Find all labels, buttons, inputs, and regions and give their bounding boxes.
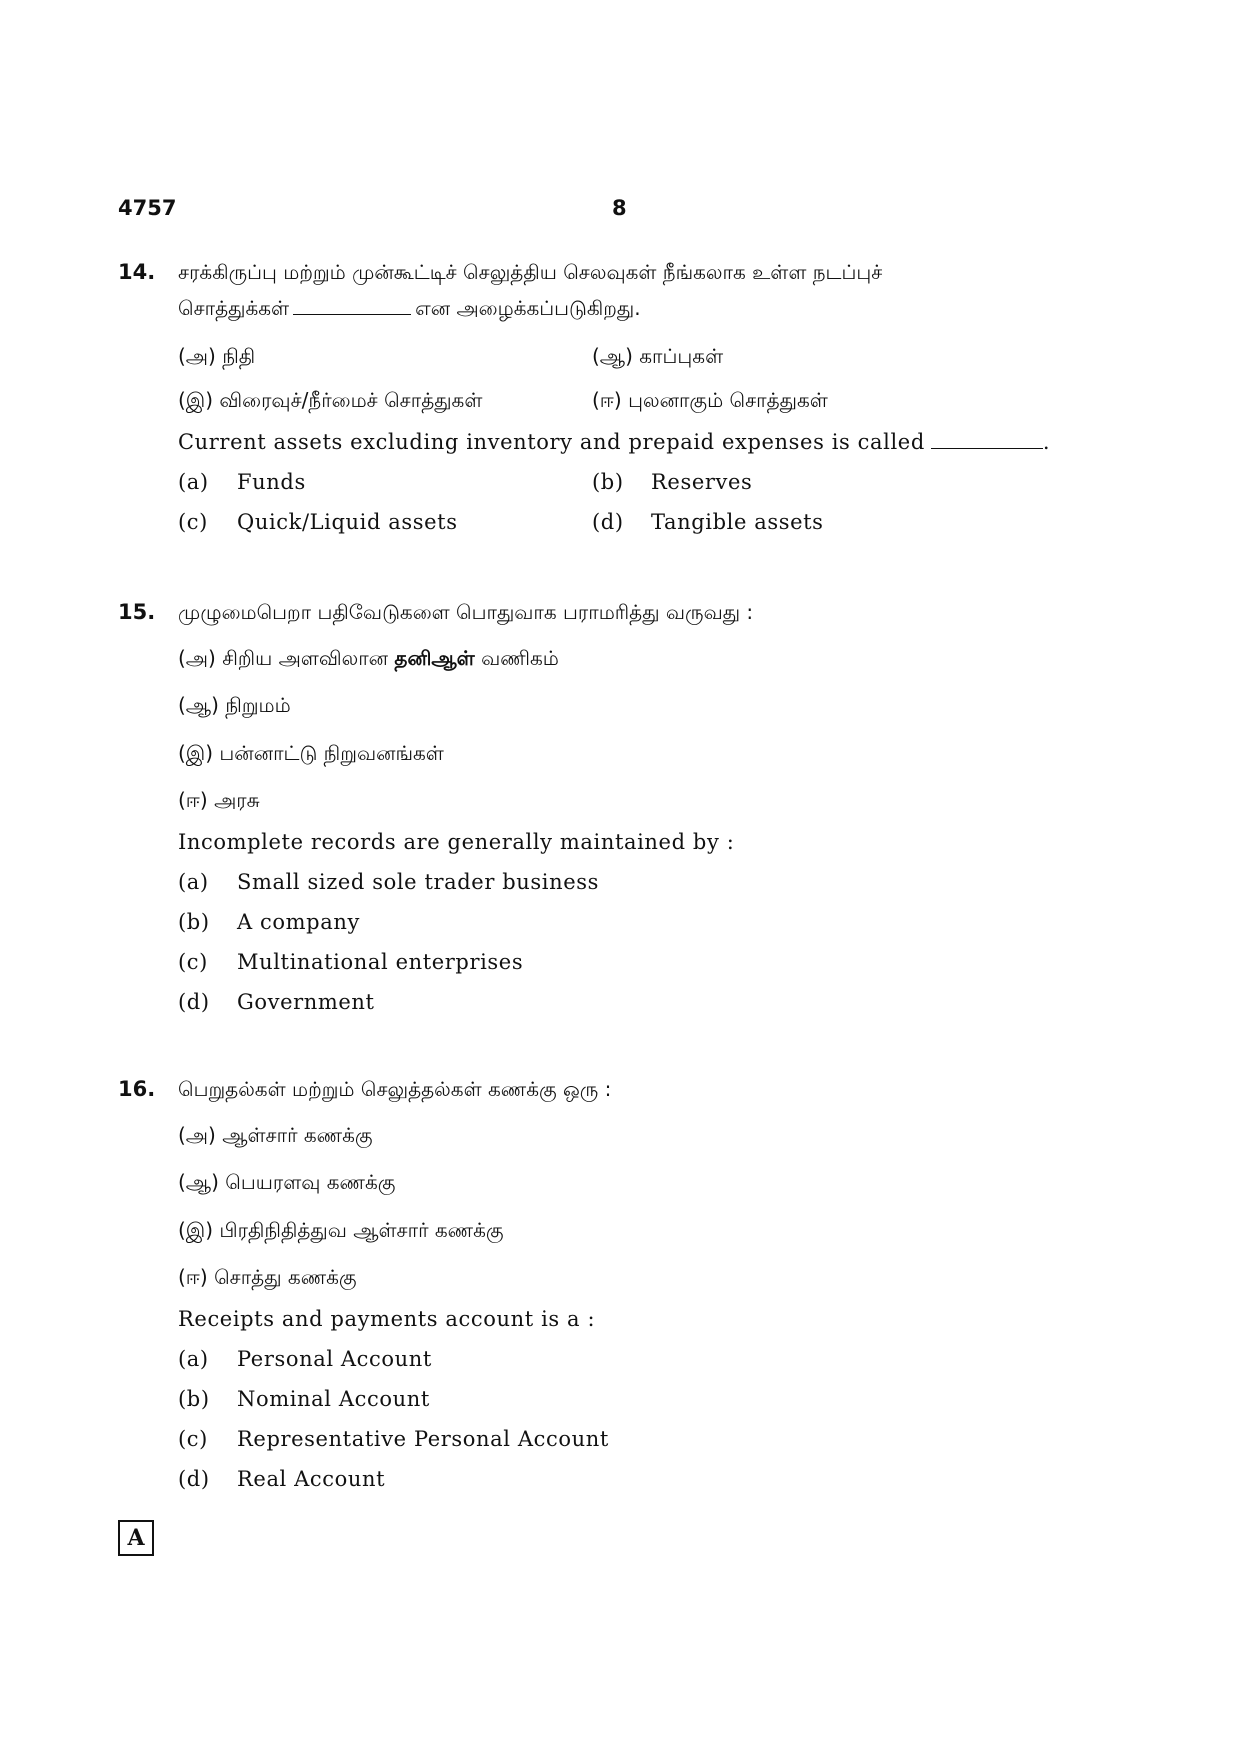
option-english-d	[178, 1467, 386, 1491]
option-tamil-a	[178, 1123, 373, 1150]
option-text: நிதி	[222, 344, 256, 368]
option-label: (ஆ)	[178, 693, 219, 717]
version-box: A	[118, 1520, 154, 1556]
option-english-c	[178, 950, 524, 974]
option-tamil-a	[178, 646, 559, 673]
option-english-d	[592, 510, 824, 534]
question-stem-english	[178, 430, 1050, 454]
option-text: பிரதிநிதித்துவ ஆள்சார் கணக்கு	[219, 1218, 504, 1242]
option-label: (b)	[178, 910, 210, 934]
option-label: (a)	[178, 870, 209, 894]
option-text: Quick/Liquid assets	[237, 510, 458, 534]
option-tamil-a	[178, 344, 255, 371]
option-text: Real Account	[237, 1467, 386, 1491]
option-text: Nominal Account	[237, 1387, 430, 1411]
stem-tamil-part2: என அழைக்கப்படுகிறது.	[415, 296, 641, 320]
option-english-a	[178, 870, 600, 894]
fill-in-blank	[931, 448, 1043, 449]
option-label: (இ)	[178, 1218, 214, 1242]
option-text: Government	[237, 990, 375, 1014]
stem-tamil-part1: சொத்துக்கள்	[178, 296, 290, 320]
option-tamil-i	[178, 741, 444, 768]
option-label: (இ)	[178, 741, 214, 765]
option-label: (c)	[178, 1427, 208, 1451]
option-text: சொத்து கணக்கு	[214, 1265, 357, 1289]
option-text: Personal Account	[237, 1347, 432, 1371]
option-english-a	[178, 1347, 432, 1371]
option-text: நிறுமம்	[225, 693, 291, 717]
page-number: 8	[612, 196, 627, 220]
option-label: (ஈ)	[178, 1265, 208, 1289]
option-tamil-i	[178, 1218, 504, 1245]
option-english-d	[178, 990, 375, 1014]
option-text: விரைவுச்/நீர்மைச் சொத்துகள்	[219, 388, 483, 412]
option-english-a	[178, 470, 306, 494]
option-tamil-ii	[592, 388, 828, 415]
option-text: Representative Personal Account	[237, 1427, 609, 1451]
option-label: (d)	[178, 1467, 210, 1491]
option-label: (அ)	[178, 646, 216, 670]
question-stem-tamil-line2	[178, 296, 641, 323]
option-label: (அ)	[178, 1123, 216, 1147]
option-label: (a)	[178, 470, 209, 494]
option-text-bold: தனிஆள்	[394, 646, 475, 670]
option-tamil-aa	[178, 1170, 395, 1197]
paper-code: 4757	[118, 196, 177, 220]
option-tamil-aa	[592, 344, 723, 371]
option-label: (அ)	[178, 344, 216, 368]
option-label: (c)	[178, 510, 208, 534]
question-number: 16.	[118, 1077, 156, 1101]
option-english-c	[178, 510, 458, 534]
option-text: அரசு	[214, 788, 260, 812]
question-stem-tamil-line1: சரக்கிருப்பு மற்றும் முன்கூட்டிச் செலுத்திய செலவுகள் நீங்கலாக உள்ள நடப்புச்	[178, 260, 883, 284]
option-english-b	[592, 470, 753, 494]
option-label: (ஆ)	[178, 1170, 219, 1194]
option-label: (ஈ)	[592, 388, 622, 412]
option-label: (ஈ)	[178, 788, 208, 812]
option-label: (d)	[592, 510, 624, 534]
question-number: 14.	[118, 260, 156, 284]
question-stem-tamil: முழுமைபெறா பதிவேடுகளை பொதுவாக பராமரித்து வருவது :	[178, 600, 754, 624]
stem-english-end: .	[1042, 430, 1051, 454]
option-label: (ஆ)	[592, 344, 633, 368]
option-text: A company	[237, 910, 360, 934]
option-label: (b)	[178, 1387, 210, 1411]
option-text: Reserves	[651, 470, 753, 494]
option-text: Tangible assets	[651, 510, 824, 534]
option-text: பெயரளவு கணக்கு	[225, 1170, 396, 1194]
option-tamil-i	[178, 388, 482, 415]
option-tamil-ii	[178, 788, 260, 815]
question-stem-english: Receipts and payments account is a :	[178, 1307, 596, 1331]
option-text: Small sized sole trader business	[237, 870, 600, 894]
option-text-post: வணிகம்	[481, 646, 559, 670]
option-text: Multinational enterprises	[237, 950, 524, 974]
option-label: (a)	[178, 1347, 209, 1371]
option-text: Funds	[237, 470, 306, 494]
option-english-c	[178, 1427, 609, 1451]
option-label: (d)	[178, 990, 210, 1014]
option-english-b	[178, 1387, 430, 1411]
option-text-pre: சிறிய அளவிலான	[222, 646, 389, 670]
option-label: (c)	[178, 950, 208, 974]
stem-english-text: Current assets excluding inventory and prepaid expenses is called	[178, 430, 925, 454]
option-label: (b)	[592, 470, 624, 494]
question-number: 15.	[118, 600, 156, 624]
option-text: பன்னாட்டு நிறுவனங்கள்	[219, 741, 444, 765]
option-tamil-aa	[178, 693, 291, 720]
option-text: காப்புகள்	[639, 344, 724, 368]
fill-in-blank	[293, 314, 411, 315]
option-english-b	[178, 910, 360, 934]
option-label: (இ)	[178, 388, 214, 412]
option-tamil-ii	[178, 1265, 357, 1292]
option-text: புலனாகும் சொத்துகள்	[628, 388, 828, 412]
question-stem-english: Incomplete records are generally maintained by :	[178, 830, 735, 854]
question-stem-tamil: பெறுதல்கள் மற்றும் செலுத்தல்கள் கணக்கு ஒரு :	[178, 1077, 612, 1101]
option-text: ஆள்சார் கணக்கு	[222, 1123, 373, 1147]
